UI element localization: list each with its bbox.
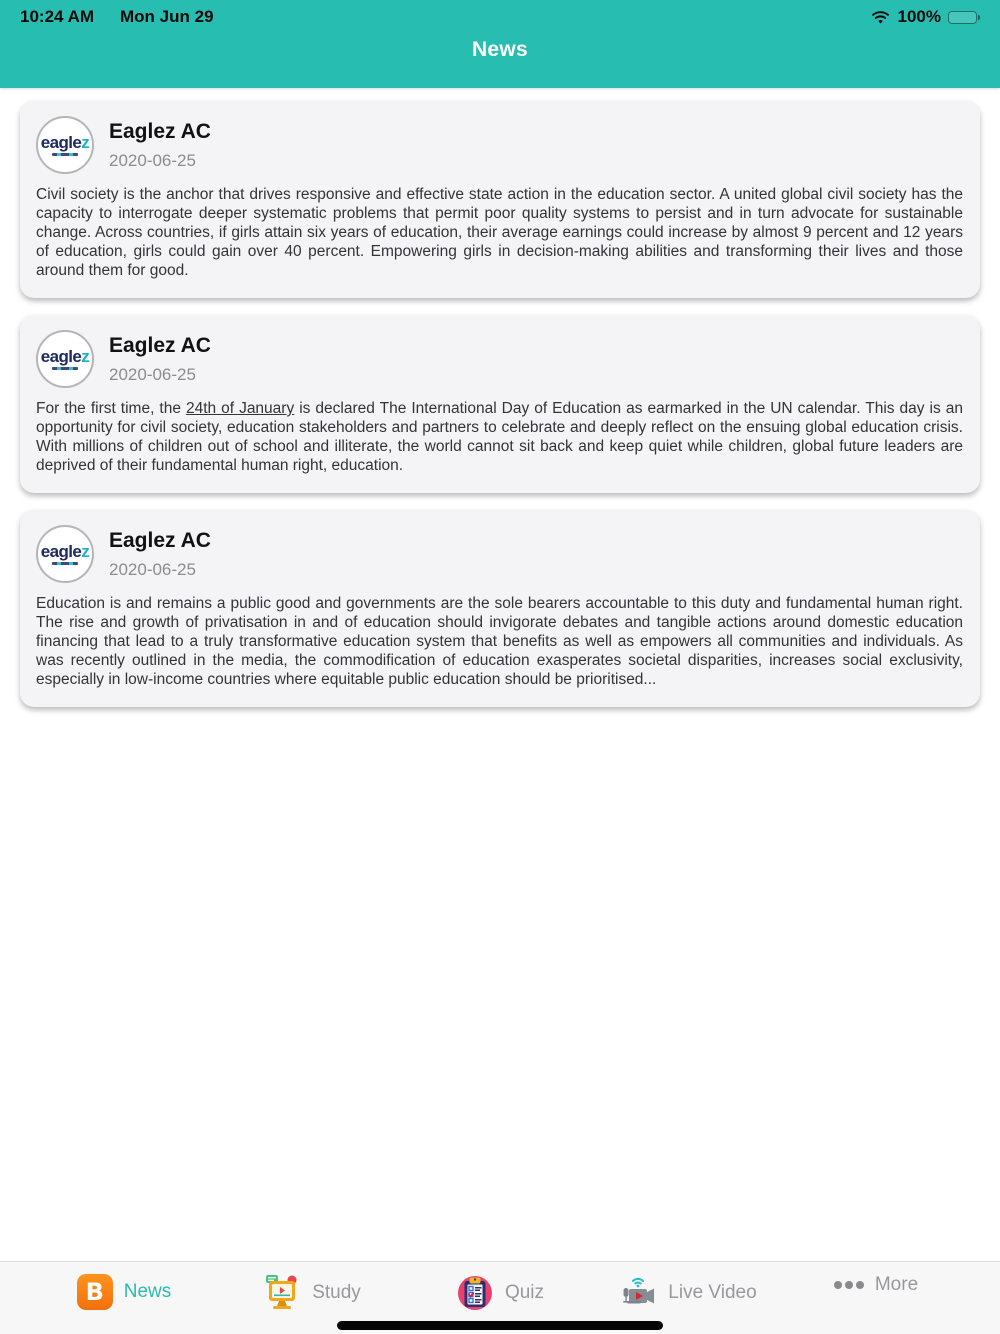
study-monitor-icon (263, 1274, 301, 1312)
tab-live-video[interactable] (594, 1274, 782, 1312)
more-dots-icon (834, 1281, 864, 1289)
post-date: 2020-06-25 (109, 364, 196, 384)
author-name: Eaglez AC (109, 528, 211, 552)
tab-quiz[interactable] (406, 1274, 594, 1312)
live-video-camera-icon (619, 1274, 657, 1312)
eaglez-logo-tagline-marks (52, 153, 78, 156)
news-body-text: Education is and remains a public good and governments are the sole bearers accountable to this duty and fundamental human right. The rise and growth of privatisation in and of education should invigorate debates and tangible actions around domestic education financing that lead to a truly transformative education system that benefits as well as empowers all communities and individuals. As was recently outlined in the media, the commodification of education exasperates societal disparities, increases social exclusivity, especially in low-income countries where equitable public education should be prioritised... (36, 595, 963, 688)
news-body-text (36, 399, 963, 475)
app-header (0, 0, 1000, 88)
date-link[interactable]: 24th of January (185, 400, 295, 417)
eaglez-logo-avatar (36, 525, 94, 583)
status-date: Mon Jun 29 (120, 7, 214, 26)
eaglez-logo-text: eaglez (40, 133, 90, 152)
battery-icon (948, 11, 980, 24)
battery-percent-label: 100% (897, 7, 941, 26)
tab-label: News (123, 1281, 172, 1302)
news-body-text: Civil society is the anchor that drives responsive and effective state action in the education sector. A united global civil society has the capacity to interrogate deeper systematic problems that permit poor quality systems to persist and in turn advocate for sustainable change. Across countries, if girls attain six years of education, their average earnings could increase by almost 9 percent and 12 years of education, girls could gain over 40 percent. Empowering girls in decision-making abilities and transforming their lives and those around them for good. (36, 186, 963, 279)
news-card[interactable] (20, 315, 980, 493)
news-body-segment: is declared The International Day of Education as earmarked in the UN calendar. This day is an opportunity for civil society, education stakeholders and partners to celebrate and deeply reflect on the ensuing global education crisis. With millions of children out of school and illiterate, the world cannot sit back and keep quiet while children, global future leaders are deprived of their fundamental human right, education. (36, 400, 963, 474)
quiz-clipboard-icon (456, 1274, 494, 1312)
news-body-segment: For the first time, the (36, 400, 186, 417)
author-name: Eaglez AC (109, 119, 211, 143)
status-bar (0, 0, 1000, 27)
eaglez-logo-text: eaglez (40, 347, 90, 366)
tab-label: More (874, 1274, 919, 1295)
news-feed (0, 88, 1000, 707)
post-date: 2020-06-25 (109, 559, 196, 579)
news-card[interactable] (20, 510, 980, 707)
eaglez-logo-text: eaglez (40, 542, 90, 561)
post-date: 2020-06-25 (109, 150, 196, 170)
tab-more[interactable] (782, 1274, 970, 1296)
author-name: Eaglez AC (109, 333, 211, 357)
tab-label: Live Video (668, 1282, 757, 1303)
eaglez-logo-tagline-marks (52, 562, 78, 565)
tab-study[interactable] (218, 1274, 406, 1312)
wifi-icon (870, 9, 891, 25)
news-card-header (36, 330, 963, 388)
news-card-header (36, 525, 963, 583)
tab-news[interactable] (30, 1274, 218, 1310)
news-card[interactable] (20, 101, 980, 298)
blogger-icon: B (77, 1274, 113, 1310)
tab-label: Study (312, 1282, 361, 1303)
eaglez-logo-tagline-marks (52, 367, 78, 370)
home-indicator[interactable] (337, 1321, 663, 1330)
eaglez-logo-avatar (36, 330, 94, 388)
eaglez-logo-avatar (36, 116, 94, 174)
tab-label: Quiz (504, 1282, 545, 1303)
page-title: News (471, 38, 529, 61)
status-time: 10:24 AM (20, 7, 95, 26)
news-card-header (36, 116, 963, 174)
